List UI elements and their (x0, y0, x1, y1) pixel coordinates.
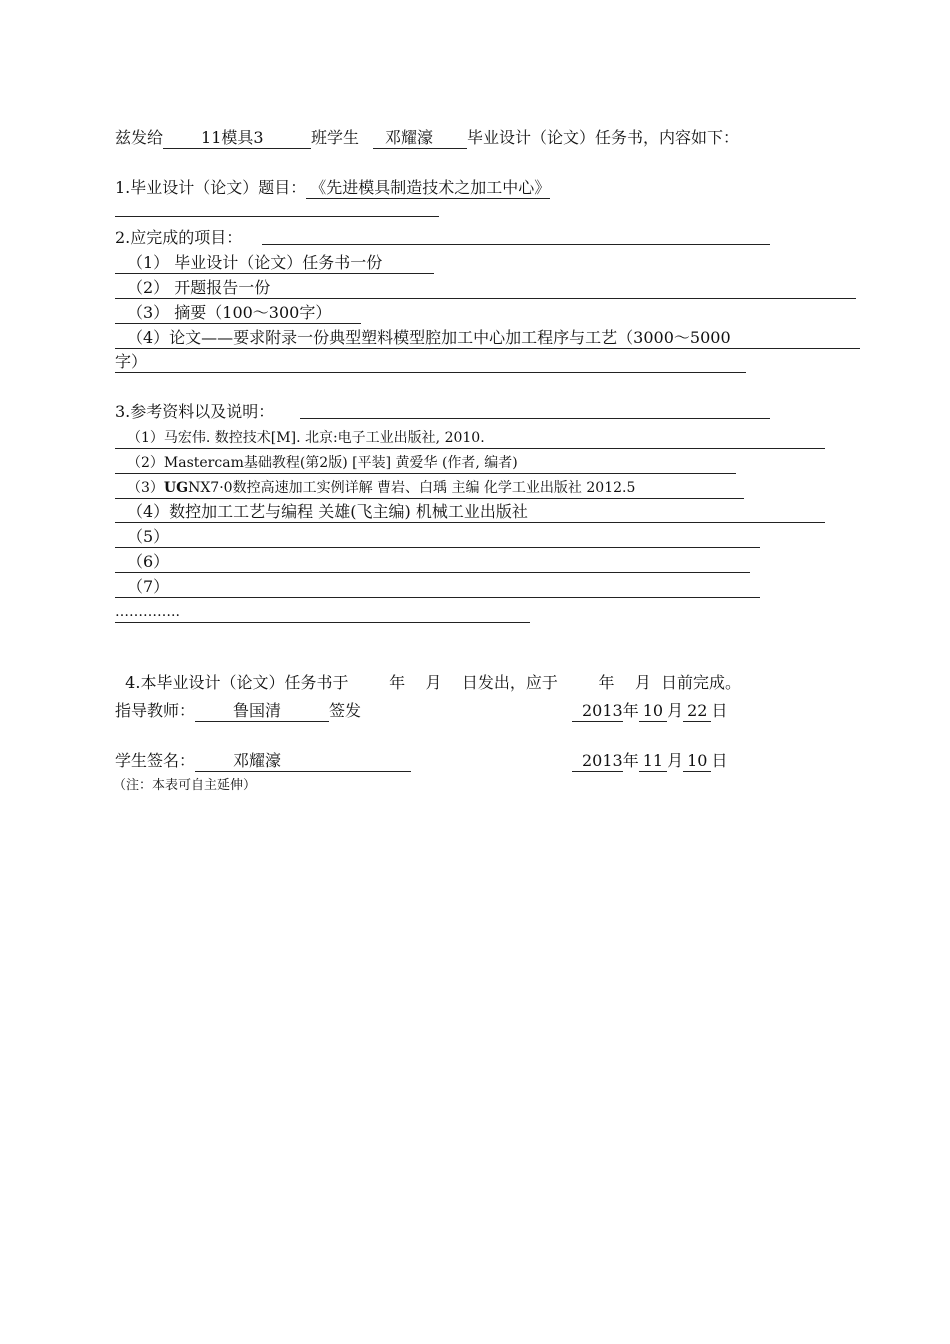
note-text: （注：本表可自主延伸） (113, 778, 257, 793)
student-year-unit: 年 (622, 751, 639, 770)
student-day: 10 (683, 751, 711, 772)
references-label-rule (300, 418, 770, 419)
topic-label: 1.毕业设计（论文）题目： (115, 178, 307, 197)
topic-continuation-rule (115, 216, 439, 217)
item-line-5 (115, 351, 746, 373)
reference-line-6 (115, 551, 750, 573)
references-label-line (115, 401, 274, 423)
student-name-field: 邓耀濠 (373, 128, 467, 149)
student-date (572, 750, 727, 772)
reference-line-7 (115, 576, 760, 598)
reference-3 (115, 478, 744, 499)
teacher-date (572, 700, 727, 722)
item-3: （3） 摘要（100～300字） (115, 303, 361, 324)
student-name: 邓耀濠 (195, 751, 411, 772)
header-suffix: 毕业设计（论文）任务书，内容如下： (467, 128, 740, 147)
teacher-name: 鲁国清 (195, 701, 329, 722)
class-name-field: 11模具3 (163, 128, 311, 149)
student-month-unit: 月 (667, 751, 684, 770)
reference-3-prefix: （3） (127, 480, 164, 496)
reference-line-4 (115, 501, 825, 523)
note-line (113, 775, 256, 797)
reference-line-5 (115, 526, 760, 548)
reference-3-rest: NX7·0数控高速加工实例详解 曹岩、白瑀 主编 化学工业出版社 2012.5 (188, 480, 636, 496)
reference-5: （5） (115, 527, 760, 548)
reference-line-1 (115, 427, 825, 449)
item-4: （4）论文——要求附录一份典型塑料模型腔加工中心加工程序与工艺（3000～5000 (115, 328, 860, 349)
reference-6: （6） (115, 552, 750, 573)
teacher-month: 10 (639, 701, 667, 722)
reference-line-2 (115, 452, 736, 474)
header-line (115, 127, 739, 149)
reference-1: （1）马宏伟. 数控技术[M]. 北京:电子工业出版社, 2010. (115, 428, 825, 449)
topic-value: 《先进模具制造技术之加工中心》 (306, 178, 550, 199)
item-2: （2） 开题报告一份 (115, 278, 856, 299)
references-label: 3.参考资料以及说明： (115, 402, 275, 421)
items-label-rule (262, 244, 770, 245)
items-label-line (115, 227, 242, 249)
student-day-unit: 日 (711, 751, 728, 770)
reference-3-bold: UG (163, 480, 189, 496)
teacher-day: 22 (683, 701, 711, 722)
item-line-2 (115, 277, 856, 299)
schedule-line (115, 650, 741, 694)
item-line-3 (115, 302, 361, 324)
schedule-text: 4.本毕业设计（论文）任务书于 年 月 日发出，应于 年 月 日前完成。 (125, 673, 742, 692)
item-1: （1） 毕业设计（论文）任务书一份 (115, 253, 434, 274)
header-prefix: 兹发给 (115, 128, 164, 147)
teacher-sign: 签发 (329, 701, 362, 720)
header-class-suffix: 班学生 (311, 128, 360, 147)
reference-4: （4）数控加工工艺与编程 关雄(飞主编) 机械工业出版社 (115, 502, 825, 523)
reference-2: （2）Mastercam基础教程(第2版) [平装] 黄爱华 (作者, 编者) (115, 453, 736, 474)
items-label: 2.应完成的项目： (115, 228, 243, 247)
teacher-year-unit: 年 (622, 701, 639, 720)
reference-ellipsis: ………….. (115, 602, 530, 623)
reference-line-3 (115, 477, 744, 499)
teacher-year: 2013 (572, 701, 623, 722)
topic-line (115, 177, 550, 199)
reference-ellipsis-line (115, 601, 530, 623)
student-label: 学生签名： (115, 751, 196, 770)
item-5: 字） (115, 352, 746, 373)
student-line (115, 750, 411, 772)
teacher-day-unit: 日 (711, 701, 728, 720)
reference-7: （7） (115, 577, 760, 598)
teacher-month-unit: 月 (667, 701, 684, 720)
student-month: 11 (639, 751, 667, 772)
teacher-label: 指导教师： (115, 701, 196, 720)
teacher-line (115, 700, 361, 722)
item-line-4 (115, 327, 860, 349)
item-line-1 (115, 252, 434, 274)
student-year: 2013 (572, 751, 623, 772)
